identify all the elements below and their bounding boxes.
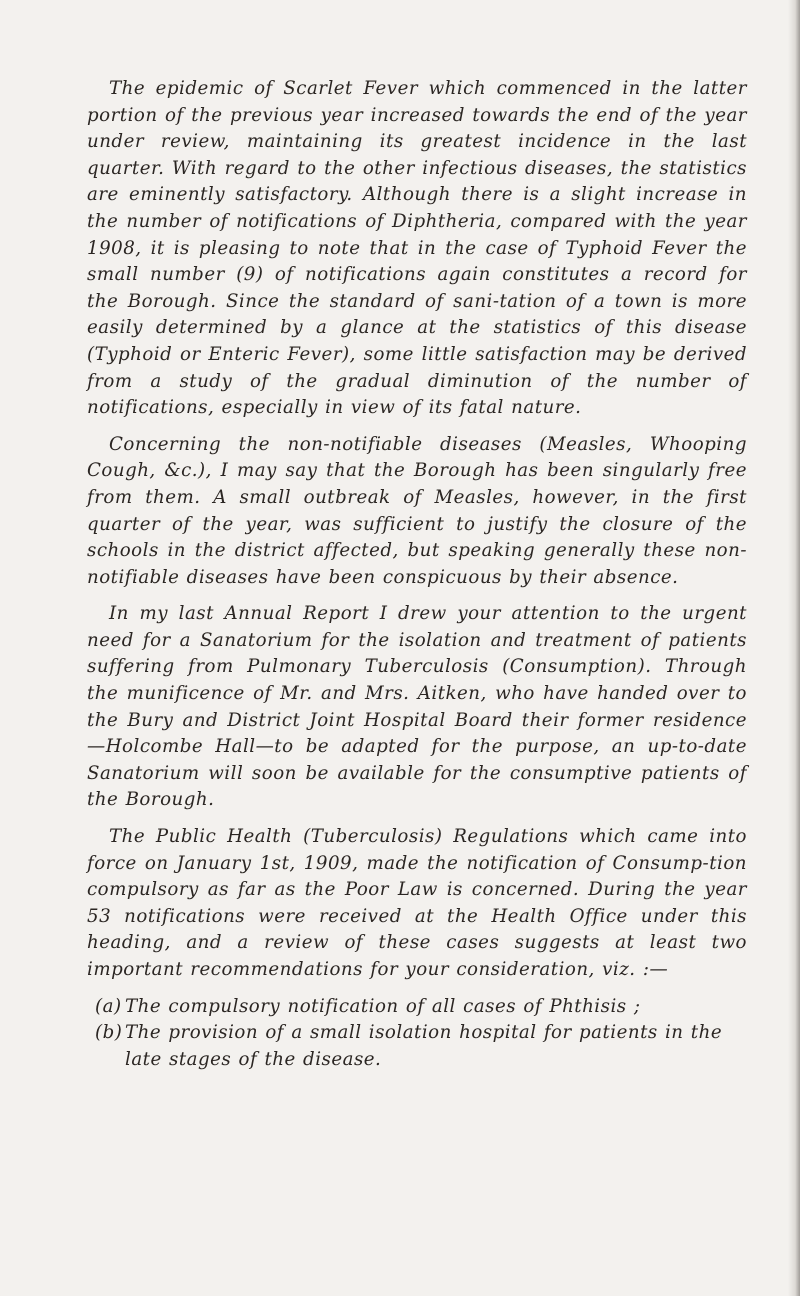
recommendation-text: The provision of a small isolation hospital for patients in the late stages of the disease. — [125, 1022, 723, 1070]
recommendation-text: The compulsory notification of all cases of Phthisis ; — [125, 995, 641, 1017]
recommendation-marker: (a) — [95, 995, 122, 1017]
recommendation-item — [87, 1020, 747, 1073]
recommendation-marker: (b) — [95, 1022, 123, 1044]
paragraph-non-notifiable-diseases: Concerning the non-notifiable diseases (Measles, Whooping Cough, &c.), I may say that the Borough has been singularly free from them. A small outbreak of Measles, however, in the first quarter of the year, was sufficient to justify the closure of the schools in the district affected, but speaking generally these non-notifiable diseases have been conspicuous by their absence. — [87, 433, 747, 588]
paragraph-scarlet-fever: The epidemic of Scarlet Fever which commenced in the latter portion of the previous year increased towards the end of the year under review, maintaining its greatest incidence in the last quarter. With regard to the other infectious diseases, the statistics are eminently satisfactory. Although there is a slight increase in the number of notifications of Diphtheria, compared with the year 1908, it is pleasing to note that in the case of Typhoid Fever the small number (9) of notifications again constitutes a record for the Borough. Since the standard of sani-tation of a town is more easily determined by a glance at the statistics of this disease (Typhoid or Enteric Fever), some little satisfaction may be derived from a study of the gradual diminution of the number of notifications, especially in view of its fatal nature. — [87, 78, 747, 419]
recommendations-list — [87, 994, 747, 1074]
page-edge-shadow — [788, 0, 800, 1296]
paragraph-sanatorium: In my last Annual Report I drew your attention to the urgent need for a Sanatorium for the isolation and treatment of patients suffering from Pulmonary Tuberculosis (Consumption). Through the munificence of Mr. and Mrs. Aitken, who have handed over to the Bury and District Joint Hospital Board their former residence—Holcombe Hall—to be adapted for the purpose, an up-to-date Sanatorium will soon be available for the consumptive patients of the Borough. — [87, 603, 747, 811]
recommendation-item — [87, 994, 747, 1021]
paragraph-tuberculosis-regulations: The Public Health (Tuberculosis) Regulations which came into force on January 1st, 1909, made the notification of Consump-tion compulsory as far as the Poor Law is concerned. During the year 53 notifications were received at the Health Office under this heading, and a review of these cases suggests at least two important recommendations for your consideration, viz. :— — [87, 826, 747, 980]
page-body — [87, 76, 747, 1073]
